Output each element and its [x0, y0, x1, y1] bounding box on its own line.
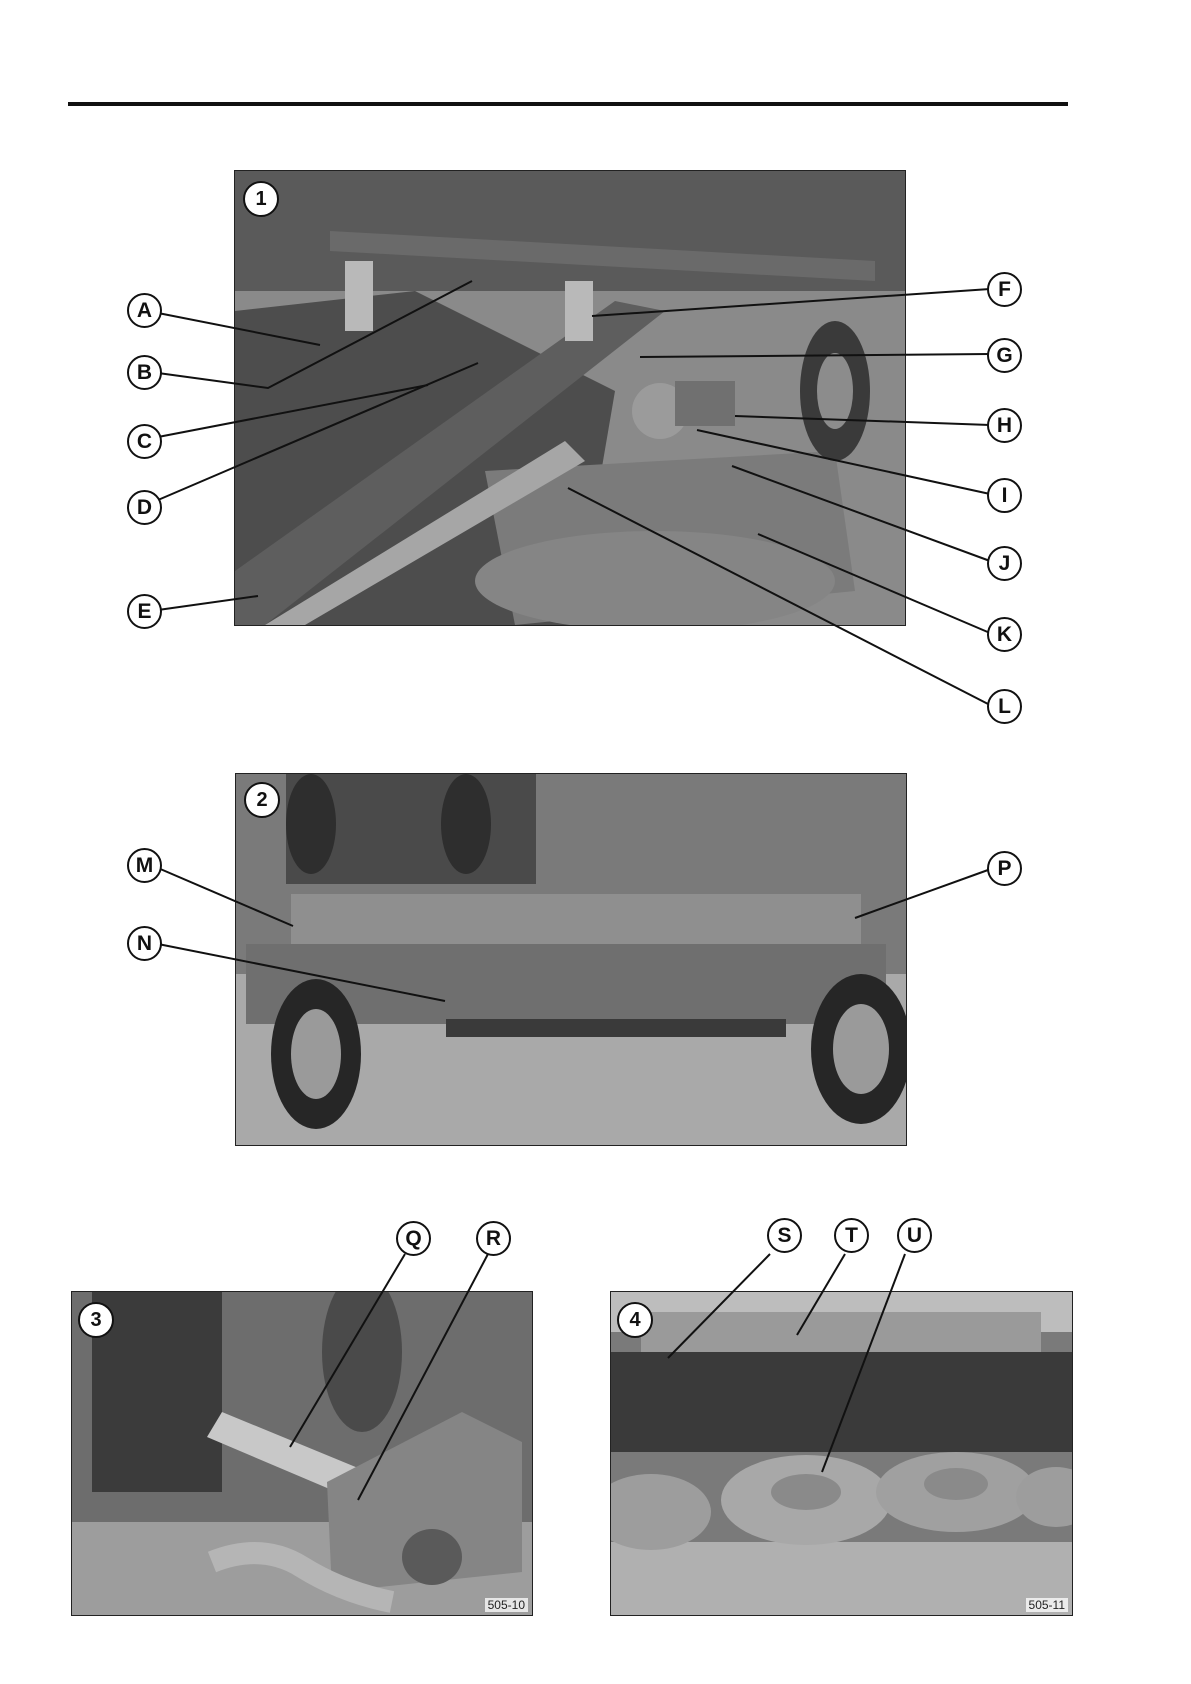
figure-1-illustration [235, 171, 905, 625]
callout-e: E [127, 594, 162, 629]
callout-c: C [127, 424, 162, 459]
callout-p: P [987, 851, 1022, 886]
figure-number-1: 1 [243, 181, 279, 217]
figure-1-photo [234, 170, 906, 626]
callout-m: M [127, 848, 162, 883]
header-rule [68, 102, 1068, 106]
callout-i: I [987, 478, 1022, 513]
figure-number-2: 2 [244, 782, 280, 818]
callout-l: L [987, 689, 1022, 724]
callout-s: S [767, 1218, 802, 1253]
callout-q: Q [396, 1221, 431, 1256]
callout-j: J [987, 546, 1022, 581]
figure-number-4: 4 [617, 1302, 653, 1338]
figure-4-code: 505-11 [1026, 1598, 1068, 1612]
callout-t: T [834, 1218, 869, 1253]
callout-d: D [127, 490, 162, 525]
callout-a: A [127, 293, 162, 328]
figure-4-photo [610, 1291, 1073, 1616]
figure-number-3: 3 [78, 1302, 114, 1338]
callout-k: K [987, 617, 1022, 652]
callout-b: B [127, 355, 162, 390]
figure-4-illustration [611, 1292, 1072, 1615]
callout-g: G [987, 338, 1022, 373]
callout-h: H [987, 408, 1022, 443]
figure-3-code: 505-10 [485, 1598, 528, 1612]
callout-f: F [987, 272, 1022, 307]
figure-3-photo [71, 1291, 533, 1616]
figure-2-photo [235, 773, 907, 1146]
figure-3-illustration [72, 1292, 532, 1615]
callout-n: N [127, 926, 162, 961]
callout-u: U [897, 1218, 932, 1253]
figure-2-illustration [236, 774, 906, 1145]
callout-r: R [476, 1221, 511, 1256]
